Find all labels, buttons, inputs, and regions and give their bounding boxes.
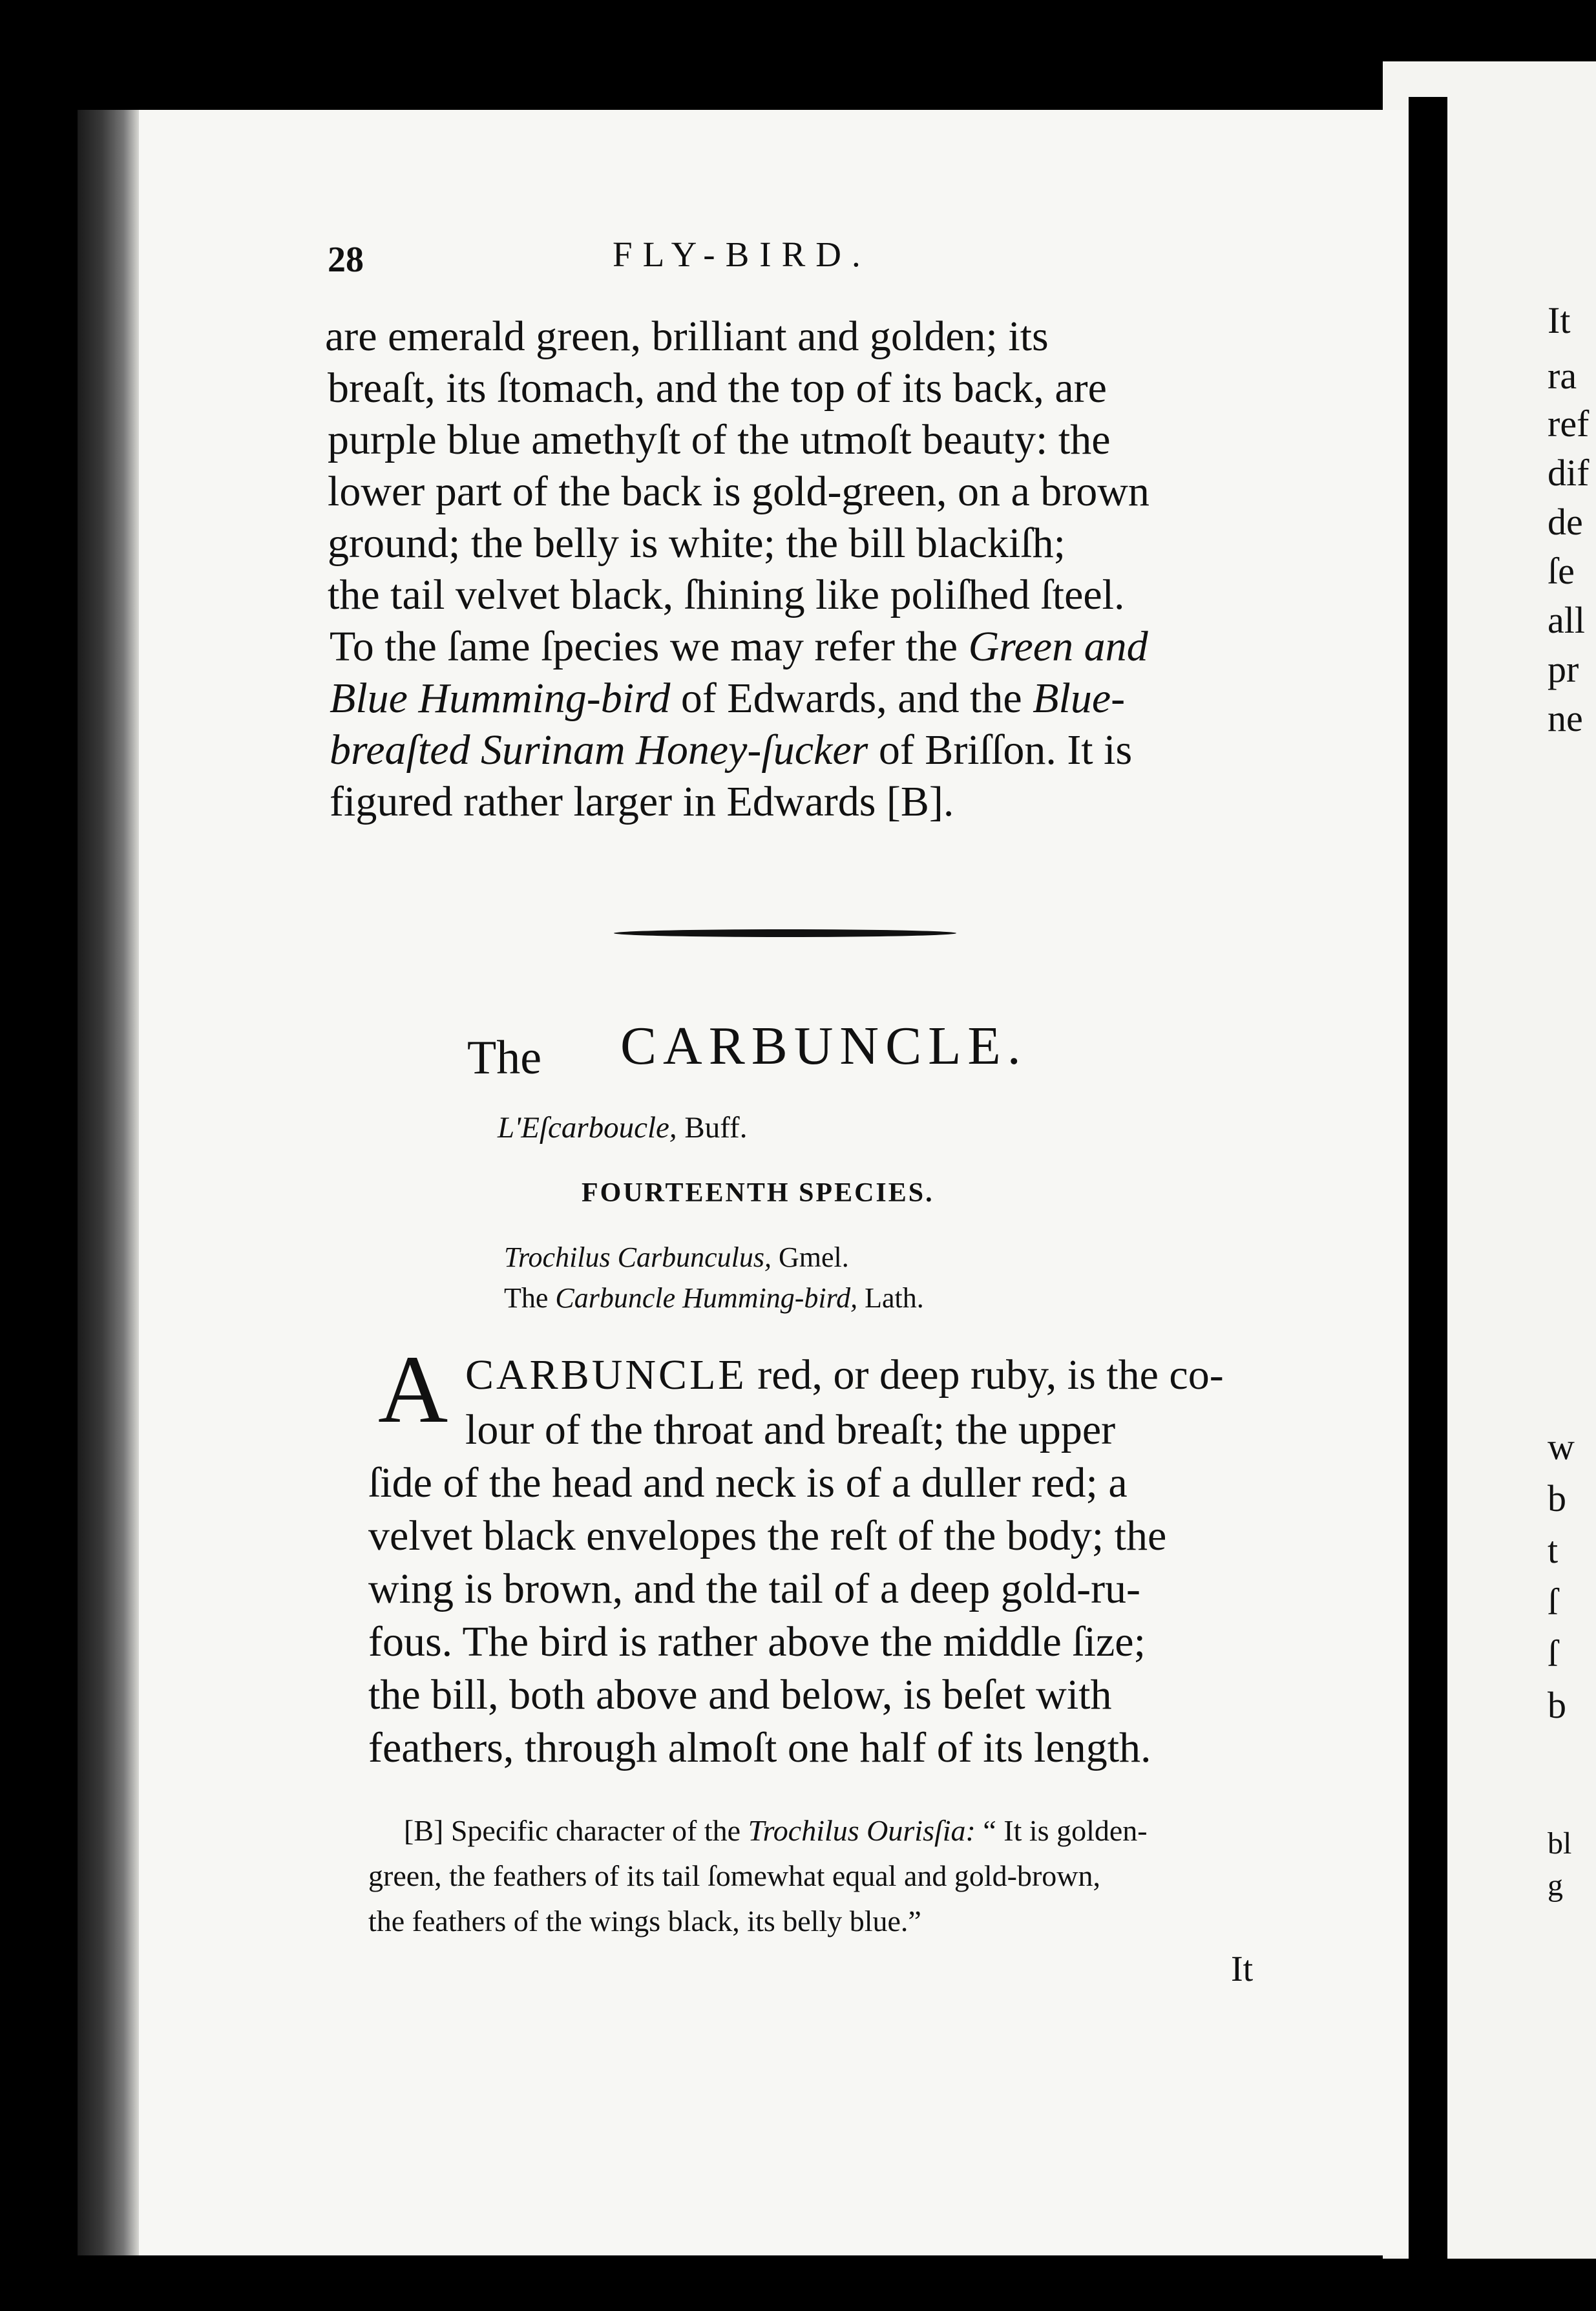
facing-page-text: ref: [1548, 403, 1590, 445]
species-number: FOURTEENTH SPECIES.: [582, 1178, 934, 1208]
paragraph-line: fous. The bird is rather above the middle ſize;: [368, 1618, 1146, 1665]
italic-title: Blue-: [1033, 675, 1126, 722]
synonym-line: [498, 1110, 747, 1145]
english-author: Lath.: [865, 1282, 924, 1314]
facing-page-text: de: [1548, 501, 1583, 543]
facing-page-text: ra: [1548, 355, 1577, 397]
facing-page-text: ſ: [1548, 1581, 1559, 1623]
paragraph-line: the bill, both above and below, is beſet with: [368, 1671, 1112, 1718]
facing-page-text: t: [1548, 1529, 1559, 1571]
latin-name-line: [504, 1241, 849, 1274]
synonym-name: L'Eſcarboucle,: [498, 1111, 677, 1145]
paragraph-line: ſide of the head and neck is of a duller red; a: [368, 1459, 1128, 1506]
paragraph-line: wing is brown, and the tail of a deep gold-ru-: [368, 1565, 1141, 1612]
body-line: [330, 726, 1133, 774]
english-prefix: The: [504, 1282, 549, 1314]
footnote-lead: [B] Specific character of the: [404, 1814, 741, 1847]
running-head: FLY-BIRD.: [613, 235, 871, 274]
facing-page-text: It: [1548, 299, 1571, 341]
latin-author: Gmel.: [778, 1241, 849, 1273]
paragraph-line: [465, 1351, 1224, 1398]
first-word: CARBUNCLE: [465, 1351, 747, 1398]
section-rule: [614, 929, 956, 937]
footnote-italic: Trochilus Ourisſia:: [748, 1814, 976, 1847]
english-name-line: [504, 1282, 924, 1314]
facing-page-text: pr: [1548, 648, 1579, 690]
italic-title: breaſted Surinam Honey-ſucker: [330, 726, 868, 774]
paragraph-line: lour of the throat and breaſt; the upper: [465, 1406, 1116, 1453]
body-line: figured rather larger in Edwards [B].: [330, 778, 954, 825]
facing-page-text: w: [1548, 1426, 1575, 1468]
body-line: are emerald green, brilliant and golden; its: [325, 313, 1049, 360]
facing-page-text: bl: [1548, 1826, 1572, 1861]
body-text: of Edwards, and the: [680, 675, 1022, 722]
italic-title: Green and: [968, 623, 1148, 670]
body-line: purple blue amethyſt of the utmoſt beauty: the: [328, 416, 1111, 463]
facing-page-text: all: [1548, 599, 1585, 641]
body-text: of Briſſon. It is: [878, 726, 1133, 774]
body-line: the tail velvet black, ſhining like poliſhed ſteel.: [328, 571, 1125, 618]
footnote-line: [404, 1816, 1148, 1846]
section-heading: CARBUNCLE.: [620, 1016, 1027, 1076]
paragraph-line: feathers, through almoſt one half of its length.: [368, 1724, 1151, 1771]
page-gutter: [1409, 97, 1447, 2307]
book-spine: [78, 110, 139, 2255]
body-line: breaſt, its ſtomach, and the top of its back, are: [328, 364, 1107, 412]
synonym-author: Buff.: [684, 1111, 748, 1145]
facing-page-text: dif: [1548, 452, 1590, 494]
catchword: It: [1231, 1949, 1254, 1989]
footnote-line: green, the feathers of its tail ſomewhat equal and gold-brown,: [368, 1859, 1101, 1892]
body-line: [330, 623, 1148, 670]
body-text: To the ſame ſpecies we may refer the: [330, 623, 958, 670]
body-line: lower part of the back is gold-green, on a brown: [328, 468, 1150, 515]
facing-page-text: ne: [1548, 697, 1583, 739]
line-text: red, or deep ruby, is the co-: [757, 1351, 1224, 1398]
latin-name: Trochilus Carbunculus,: [504, 1241, 772, 1273]
section-heading-prefix: The: [467, 1031, 542, 1084]
footnote-line: the feathers of the wings black, its belly blue.”: [368, 1905, 921, 1937]
facing-page-text: b: [1548, 1684, 1566, 1726]
facing-page-text: ſ: [1548, 1632, 1559, 1674]
facing-page-text: ſe: [1548, 550, 1575, 592]
facing-page-text: b: [1548, 1477, 1566, 1519]
paragraph-line: velvet black envelopes the reſt of the body; the: [368, 1512, 1167, 1559]
body-line: ground; the belly is white; the bill blackiſh;: [328, 520, 1066, 567]
drop-cap: A: [378, 1336, 448, 1443]
footnote-rest: “ It is golden-: [983, 1814, 1148, 1847]
facing-page-text: g: [1548, 1868, 1563, 1903]
italic-title: Blue Humming-bird: [330, 675, 671, 722]
english-name: Carbuncle Humming-bird,: [555, 1282, 858, 1314]
body-line: [330, 677, 1125, 720]
page-number: 28: [328, 240, 364, 280]
